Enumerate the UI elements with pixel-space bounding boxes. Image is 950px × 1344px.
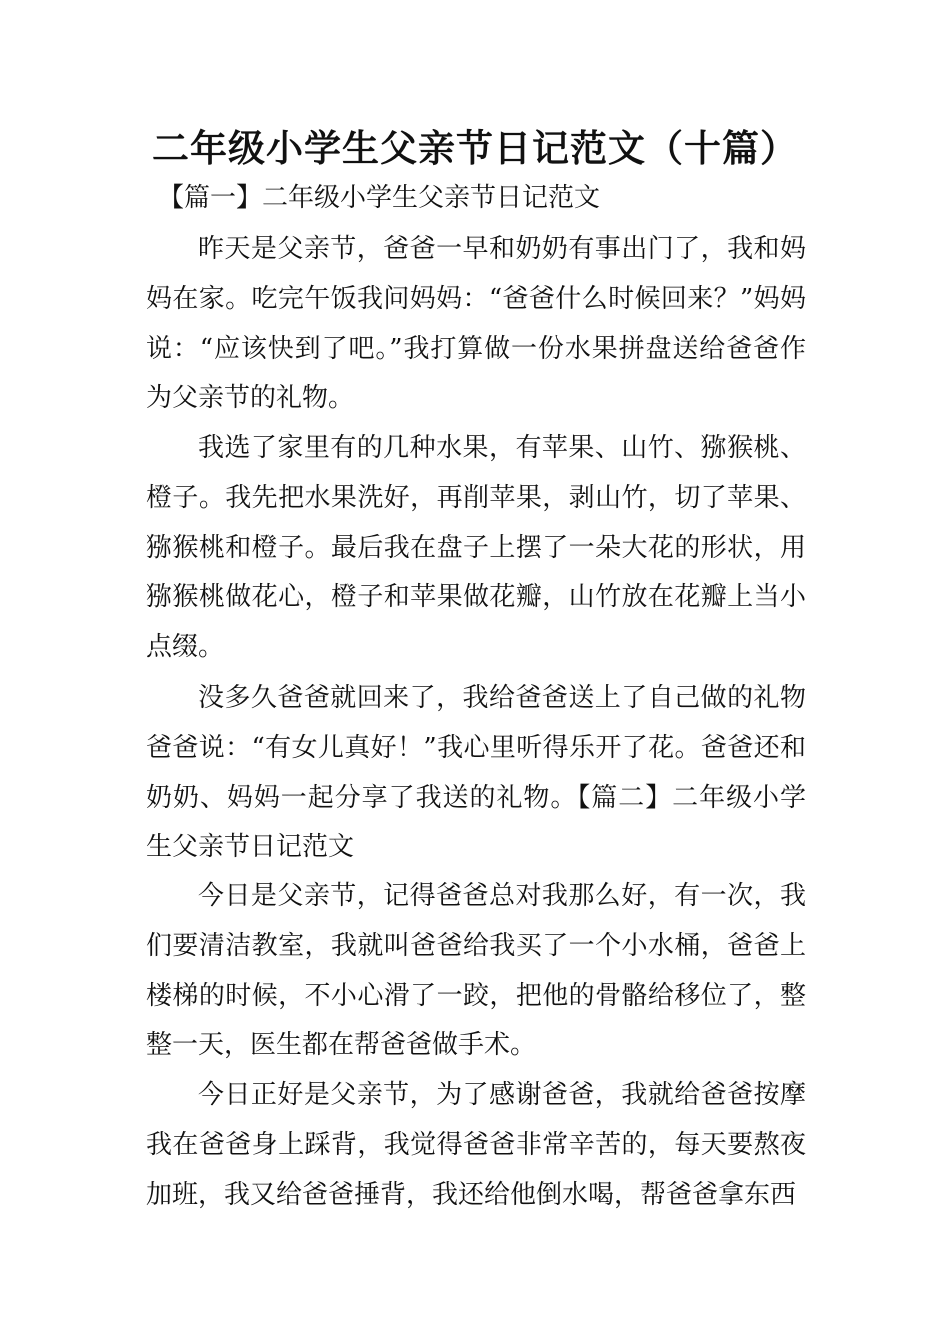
paragraph-5: 今日正好是父亲节，为了感谢爸爸，我就给爸爸按摩我在爸爸身上踩背，我觉得爸爸非常辛苦的，每天要熬夜加班，我又给爸爸捶背，我还给他倒水喝，帮爸爸拿东西 — [146, 1080, 806, 1210]
paragraph-2: 我选了家里有的几种水果，有苹果、山竹、猕猴桃、橙子。我先把水果洗好，再削苹果，剥山竹，切了苹果、猕猴桃和橙子。最后我在盘子上摆了一朵大花的形状，用猕猴桃做花心，橙子和苹果做花瓣，山竹放在花瓣上当小点缀。 — [146, 433, 806, 663]
section-heading: 【篇一】二年级小学生父亲节日记范文 — [158, 183, 601, 213]
paragraph-1: 昨天是父亲节，爸爸一早和奶奶有事出门了，我和妈妈在家。吃完午饭我问妈妈：“爸爸什么时候回来？”妈妈说：“应该快到了吧。”我打算做一份水果拼盘送给爸爸作为父亲节的礼物。 — [146, 234, 806, 414]
document-title: 二年级小学生父亲节日记范文（十篇） — [152, 127, 798, 170]
paragraph-4: 今日是父亲节，记得爸爸总对我那么好，有一次，我们要清洁教室，我就叫爸爸给我买了一个小水桶，爸爸上楼梯的时候，不小心滑了一跤，把他的骨骼给移位了，整整一天，医生都在帮爸爸做手术。 — [146, 881, 806, 1061]
paragraph-3: 没多久爸爸就回来了，我给爸爸送上了自己做的礼物爸爸说：“有女儿真好！”我心里听得乐开了花。爸爸还和奶奶、妈妈一起分享了我送的礼物。【篇二】二年级小学生父亲节日记范文 — [146, 683, 806, 863]
